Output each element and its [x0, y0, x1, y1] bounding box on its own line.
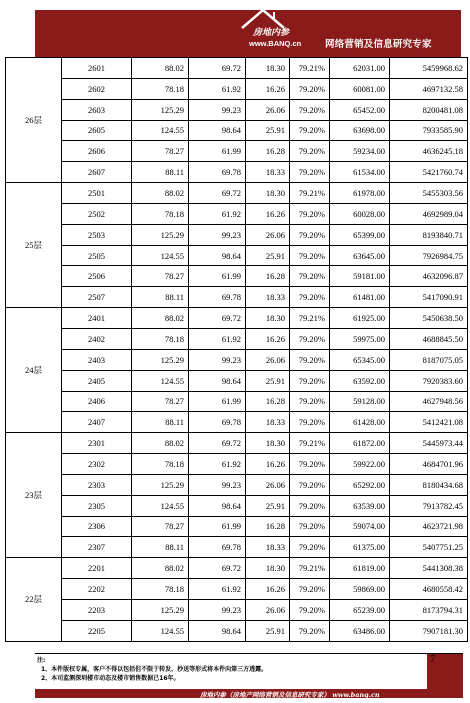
- total-price-cell: 4680558.42: [390, 579, 468, 600]
- total-price-cell: 4684701.96: [390, 454, 468, 475]
- efficiency-rate-cell: 79.21%: [290, 558, 330, 579]
- net-area-cell: 99.23: [189, 349, 246, 370]
- shared-area-cell: 18.30: [246, 58, 290, 79]
- total-price-cell: 8187075.05: [390, 349, 468, 370]
- net-area-cell: 98.64: [189, 245, 246, 266]
- net-area-cell: 61.99: [189, 266, 246, 287]
- unit-price-cell: 59181.00: [330, 266, 390, 287]
- gross-area-cell: 124.55: [132, 620, 189, 641]
- brand-name: 房地内参: [253, 28, 290, 38]
- total-price-cell: 5417090.91: [390, 287, 468, 308]
- efficiency-rate-cell: 79.20%: [290, 162, 330, 183]
- total-price-cell: 8180434.68: [390, 474, 468, 495]
- shared-area-cell: 16.26: [246, 454, 290, 475]
- room-number-cell: 2202: [62, 579, 132, 600]
- shared-area-cell: 16.26: [246, 328, 290, 349]
- room-number-cell: 2401: [62, 308, 132, 329]
- shared-area-cell: 18.33: [246, 537, 290, 558]
- gross-area-cell: 78.18: [132, 203, 189, 224]
- efficiency-rate-cell: 79.20%: [290, 141, 330, 162]
- efficiency-rate-cell: 79.20%: [290, 99, 330, 120]
- table-row: [6, 203, 468, 224]
- gross-area-cell: 125.29: [132, 349, 189, 370]
- floor-label: 22层: [6, 558, 62, 641]
- total-price-cell: 5455303.56: [390, 183, 468, 204]
- room-number-cell: 2405: [62, 370, 132, 391]
- room-number-cell: 2602: [62, 78, 132, 99]
- net-area-cell: 99.23: [189, 599, 246, 620]
- shared-area-cell: 18.33: [246, 162, 290, 183]
- shared-area-cell: 16.28: [246, 141, 290, 162]
- net-area-cell: 61.92: [189, 328, 246, 349]
- table-row: [6, 412, 468, 433]
- room-number-cell: 2501: [62, 183, 132, 204]
- unit-price-cell: 65239.00: [330, 599, 390, 620]
- gross-area-cell: 125.29: [132, 224, 189, 245]
- room-number-cell: 2603: [62, 99, 132, 120]
- page-number: 7: [430, 654, 435, 665]
- unit-price-cell: 61819.00: [330, 558, 390, 579]
- table-row: [6, 266, 468, 287]
- shared-area-cell: 26.06: [246, 474, 290, 495]
- room-number-cell: 2605: [62, 120, 132, 141]
- shared-area-cell: 26.06: [246, 599, 290, 620]
- table-row: [6, 454, 468, 475]
- units-price-table: [5, 57, 468, 642]
- total-price-cell: 5450638.50: [390, 308, 468, 329]
- total-price-cell: 4632096.87: [390, 266, 468, 287]
- total-price-cell: 4688845.50: [390, 328, 468, 349]
- efficiency-rate-cell: 79.20%: [290, 370, 330, 391]
- shared-area-cell: 26.06: [246, 99, 290, 120]
- shared-area-cell: 16.28: [246, 391, 290, 412]
- notes-line-1: 1、本件版权专属，客户不得以包括但不限于转发、抄送等形式将本件向第三方透露。: [41, 666, 268, 673]
- unit-price-cell: 63486.00: [330, 620, 390, 641]
- net-area-cell: 69.78: [189, 162, 246, 183]
- room-number-cell: 2302: [62, 454, 132, 475]
- unit-price-cell: 59975.00: [330, 328, 390, 349]
- room-number-cell: 2505: [62, 245, 132, 266]
- net-area-cell: 69.72: [189, 183, 246, 204]
- gross-area-cell: 78.18: [132, 328, 189, 349]
- floor-label: 24层: [6, 308, 62, 433]
- unit-price-cell: 65292.00: [330, 474, 390, 495]
- efficiency-rate-cell: 79.21%: [290, 433, 330, 454]
- gross-area-cell: 78.27: [132, 141, 189, 162]
- net-area-cell: 69.72: [189, 308, 246, 329]
- net-area-cell: 61.99: [189, 391, 246, 412]
- shared-area-cell: 25.91: [246, 245, 290, 266]
- efficiency-rate-cell: 79.20%: [290, 287, 330, 308]
- efficiency-rate-cell: 79.20%: [290, 266, 330, 287]
- room-number-cell: 2403: [62, 349, 132, 370]
- table-row: [6, 162, 468, 183]
- unit-price-cell: 61925.00: [330, 308, 390, 329]
- unit-price-cell: 59128.00: [330, 391, 390, 412]
- unit-price-cell: 63698.00: [330, 120, 390, 141]
- shared-area-cell: 18.33: [246, 412, 290, 433]
- table-row: [6, 141, 468, 162]
- unit-price-cell: 60081.00: [330, 78, 390, 99]
- unit-price-cell: 59869.00: [330, 579, 390, 600]
- efficiency-rate-cell: 79.20%: [290, 579, 330, 600]
- gross-area-cell: 88.02: [132, 558, 189, 579]
- room-number-cell: 2607: [62, 162, 132, 183]
- table-row: [6, 537, 468, 558]
- room-number-cell: 2406: [62, 391, 132, 412]
- total-price-cell: 5441308.38: [390, 558, 468, 579]
- net-area-cell: 69.78: [189, 412, 246, 433]
- net-area-cell: 69.72: [189, 433, 246, 454]
- gross-area-cell: 88.02: [132, 58, 189, 79]
- total-price-cell: 7926984.75: [390, 245, 468, 266]
- gross-area-cell: 88.11: [132, 537, 189, 558]
- room-number-cell: 2402: [62, 328, 132, 349]
- brand-url: www.BANQ.cn: [249, 39, 302, 48]
- room-number-cell: 2301: [62, 433, 132, 454]
- unit-price-cell: 59234.00: [330, 141, 390, 162]
- unit-price-cell: 59922.00: [330, 454, 390, 475]
- unit-price-cell: 65452.00: [330, 99, 390, 120]
- unit-price-cell: 61428.00: [330, 412, 390, 433]
- total-price-cell: 4623721.98: [390, 516, 468, 537]
- table-row: [6, 58, 468, 79]
- shared-area-cell: 25.91: [246, 620, 290, 641]
- table-row: [6, 391, 468, 412]
- net-area-cell: 69.78: [189, 537, 246, 558]
- total-price-cell: 5459968.62: [390, 58, 468, 79]
- total-price-cell: 4627948.56: [390, 391, 468, 412]
- room-number-cell: 2203: [62, 599, 132, 620]
- shared-area-cell: 26.06: [246, 349, 290, 370]
- net-area-cell: 61.92: [189, 454, 246, 475]
- gross-area-cell: 78.18: [132, 579, 189, 600]
- shared-area-cell: 25.91: [246, 370, 290, 391]
- gross-area-cell: 78.27: [132, 266, 189, 287]
- table-row: [6, 245, 468, 266]
- gross-area-cell: 78.18: [132, 78, 189, 99]
- table-row: [6, 495, 468, 516]
- floor-label: 23层: [6, 433, 62, 558]
- net-area-cell: 99.23: [189, 99, 246, 120]
- net-area-cell: 99.23: [189, 224, 246, 245]
- table-row: [6, 120, 468, 141]
- total-price-cell: 4636245.18: [390, 141, 468, 162]
- net-area-cell: 69.72: [189, 58, 246, 79]
- total-price-cell: 4692989.04: [390, 203, 468, 224]
- shared-area-cell: 25.91: [246, 120, 290, 141]
- banner-title: 网络营销及信息研究专家: [325, 39, 432, 50]
- gross-area-cell: 124.55: [132, 245, 189, 266]
- room-number-cell: 2205: [62, 620, 132, 641]
- efficiency-rate-cell: 79.20%: [290, 454, 330, 475]
- table-row: [6, 558, 468, 579]
- efficiency-rate-cell: 79.20%: [290, 391, 330, 412]
- shared-area-cell: 18.30: [246, 558, 290, 579]
- total-price-cell: 5407751.25: [390, 537, 468, 558]
- shared-area-cell: 16.28: [246, 516, 290, 537]
- gross-area-cell: 78.27: [132, 391, 189, 412]
- room-number-cell: 2601: [62, 58, 132, 79]
- efficiency-rate-cell: 79.20%: [290, 349, 330, 370]
- efficiency-rate-cell: 79.20%: [290, 516, 330, 537]
- shared-area-cell: 18.30: [246, 183, 290, 204]
- unit-price-cell: 61978.00: [330, 183, 390, 204]
- total-price-cell: 5421760.74: [390, 162, 468, 183]
- table-row: [6, 370, 468, 391]
- table-row: [6, 328, 468, 349]
- net-area-cell: 61.92: [189, 203, 246, 224]
- room-number-cell: 2305: [62, 495, 132, 516]
- table-row: [6, 579, 468, 600]
- total-price-cell: 4697132.58: [390, 78, 468, 99]
- gross-area-cell: 125.29: [132, 599, 189, 620]
- shared-area-cell: 16.28: [246, 266, 290, 287]
- notes-box: [35, 654, 427, 689]
- table-row: [6, 599, 468, 620]
- net-area-cell: 98.64: [189, 620, 246, 641]
- table-row: [6, 78, 468, 99]
- efficiency-rate-cell: 79.20%: [290, 412, 330, 433]
- total-price-cell: 8200481.08: [390, 99, 468, 120]
- efficiency-rate-cell: 79.20%: [290, 245, 330, 266]
- gross-area-cell: 88.02: [132, 308, 189, 329]
- shared-area-cell: 18.30: [246, 433, 290, 454]
- shared-area-cell: 16.26: [246, 203, 290, 224]
- floor-label: 25层: [6, 183, 62, 308]
- efficiency-rate-cell: 79.20%: [290, 495, 330, 516]
- net-area-cell: 61.99: [189, 141, 246, 162]
- room-number-cell: 2606: [62, 141, 132, 162]
- gross-area-cell: 88.11: [132, 287, 189, 308]
- room-number-cell: 2503: [62, 224, 132, 245]
- unit-price-cell: 63645.00: [330, 245, 390, 266]
- shared-area-cell: 16.26: [246, 78, 290, 99]
- table-row: [6, 183, 468, 204]
- total-price-cell: 8193840.71: [390, 224, 468, 245]
- efficiency-rate-cell: 79.20%: [290, 224, 330, 245]
- efficiency-rate-cell: 79.20%: [290, 599, 330, 620]
- net-area-cell: 69.72: [189, 558, 246, 579]
- unit-price-cell: 59074.00: [330, 516, 390, 537]
- floor-label: 26层: [6, 58, 62, 183]
- unit-price-cell: 65345.00: [330, 349, 390, 370]
- room-number-cell: 2502: [62, 203, 132, 224]
- net-area-cell: 61.92: [189, 78, 246, 99]
- unit-price-cell: 61375.00: [330, 537, 390, 558]
- efficiency-rate-cell: 79.20%: [290, 78, 330, 99]
- gross-area-cell: 78.27: [132, 516, 189, 537]
- notes-title: 注:: [37, 657, 46, 664]
- room-number-cell: 2507: [62, 287, 132, 308]
- net-area-cell: 98.64: [189, 120, 246, 141]
- shared-area-cell: 26.06: [246, 224, 290, 245]
- shared-area-cell: 25.91: [246, 495, 290, 516]
- room-number-cell: 2306: [62, 516, 132, 537]
- table-row: [6, 308, 468, 329]
- net-area-cell: 61.99: [189, 516, 246, 537]
- gross-area-cell: 124.55: [132, 120, 189, 141]
- efficiency-rate-cell: 79.20%: [290, 474, 330, 495]
- room-number-cell: 2506: [62, 266, 132, 287]
- net-area-cell: 61.92: [189, 579, 246, 600]
- efficiency-rate-cell: 79.21%: [290, 183, 330, 204]
- gross-area-cell: 88.02: [132, 433, 189, 454]
- unit-price-cell: 61872.00: [330, 433, 390, 454]
- gross-area-cell: 88.11: [132, 412, 189, 433]
- unit-price-cell: 62031.00: [330, 58, 390, 79]
- room-number-cell: 2307: [62, 537, 132, 558]
- gross-area-cell: 125.29: [132, 99, 189, 120]
- unit-price-cell: 60028.00: [330, 203, 390, 224]
- table-row: [6, 516, 468, 537]
- table-row: [6, 224, 468, 245]
- efficiency-rate-cell: 79.21%: [290, 308, 330, 329]
- net-area-cell: 69.78: [189, 287, 246, 308]
- efficiency-rate-cell: 79.20%: [290, 120, 330, 141]
- table-row: [6, 99, 468, 120]
- gross-area-cell: 78.18: [132, 454, 189, 475]
- efficiency-rate-cell: 79.20%: [290, 328, 330, 349]
- footer-banner: [35, 653, 463, 698]
- net-area-cell: 98.64: [189, 495, 246, 516]
- efficiency-rate-cell: 79.20%: [290, 537, 330, 558]
- footer-brand: 房地内参（房地产网络营销及信息研究专家） www.banq.cn: [200, 691, 380, 699]
- total-price-cell: 7913782.45: [390, 495, 468, 516]
- efficiency-rate-cell: 79.20%: [290, 203, 330, 224]
- gross-area-cell: 88.02: [132, 183, 189, 204]
- unit-price-cell: 65399.00: [330, 224, 390, 245]
- notes-line-2: 2、本司监测深圳楼市动态及楼市销售数据已16年。: [41, 675, 180, 682]
- gross-area-cell: 125.29: [132, 474, 189, 495]
- table-row: [6, 474, 468, 495]
- header-banner: [35, 10, 461, 57]
- room-number-cell: 2407: [62, 412, 132, 433]
- efficiency-rate-cell: 79.20%: [290, 620, 330, 641]
- shared-area-cell: 18.30: [246, 308, 290, 329]
- gross-area-cell: 124.55: [132, 370, 189, 391]
- efficiency-rate-cell: 79.21%: [290, 58, 330, 79]
- net-area-cell: 99.23: [189, 474, 246, 495]
- total-price-cell: 7933585.90: [390, 120, 468, 141]
- room-number-cell: 2303: [62, 474, 132, 495]
- shared-area-cell: 16.26: [246, 579, 290, 600]
- table-row: [6, 287, 468, 308]
- total-price-cell: 7920383.60: [390, 370, 468, 391]
- total-price-cell: 5445973.44: [390, 433, 468, 454]
- unit-price-cell: 61534.00: [330, 162, 390, 183]
- total-price-cell: 8173794.31: [390, 599, 468, 620]
- total-price-cell: 5412421.08: [390, 412, 468, 433]
- room-number-cell: 2201: [62, 558, 132, 579]
- total-price-cell: 7907181.30: [390, 620, 468, 641]
- table-row: [6, 349, 468, 370]
- table-row: [6, 433, 468, 454]
- gross-area-cell: 124.55: [132, 495, 189, 516]
- unit-price-cell: 63539.00: [330, 495, 390, 516]
- gross-area-cell: 88.11: [132, 162, 189, 183]
- unit-price-cell: 61481.00: [330, 287, 390, 308]
- unit-price-cell: 63592.00: [330, 370, 390, 391]
- table-row: [6, 620, 468, 641]
- net-area-cell: 98.64: [189, 370, 246, 391]
- shared-area-cell: 18.33: [246, 287, 290, 308]
